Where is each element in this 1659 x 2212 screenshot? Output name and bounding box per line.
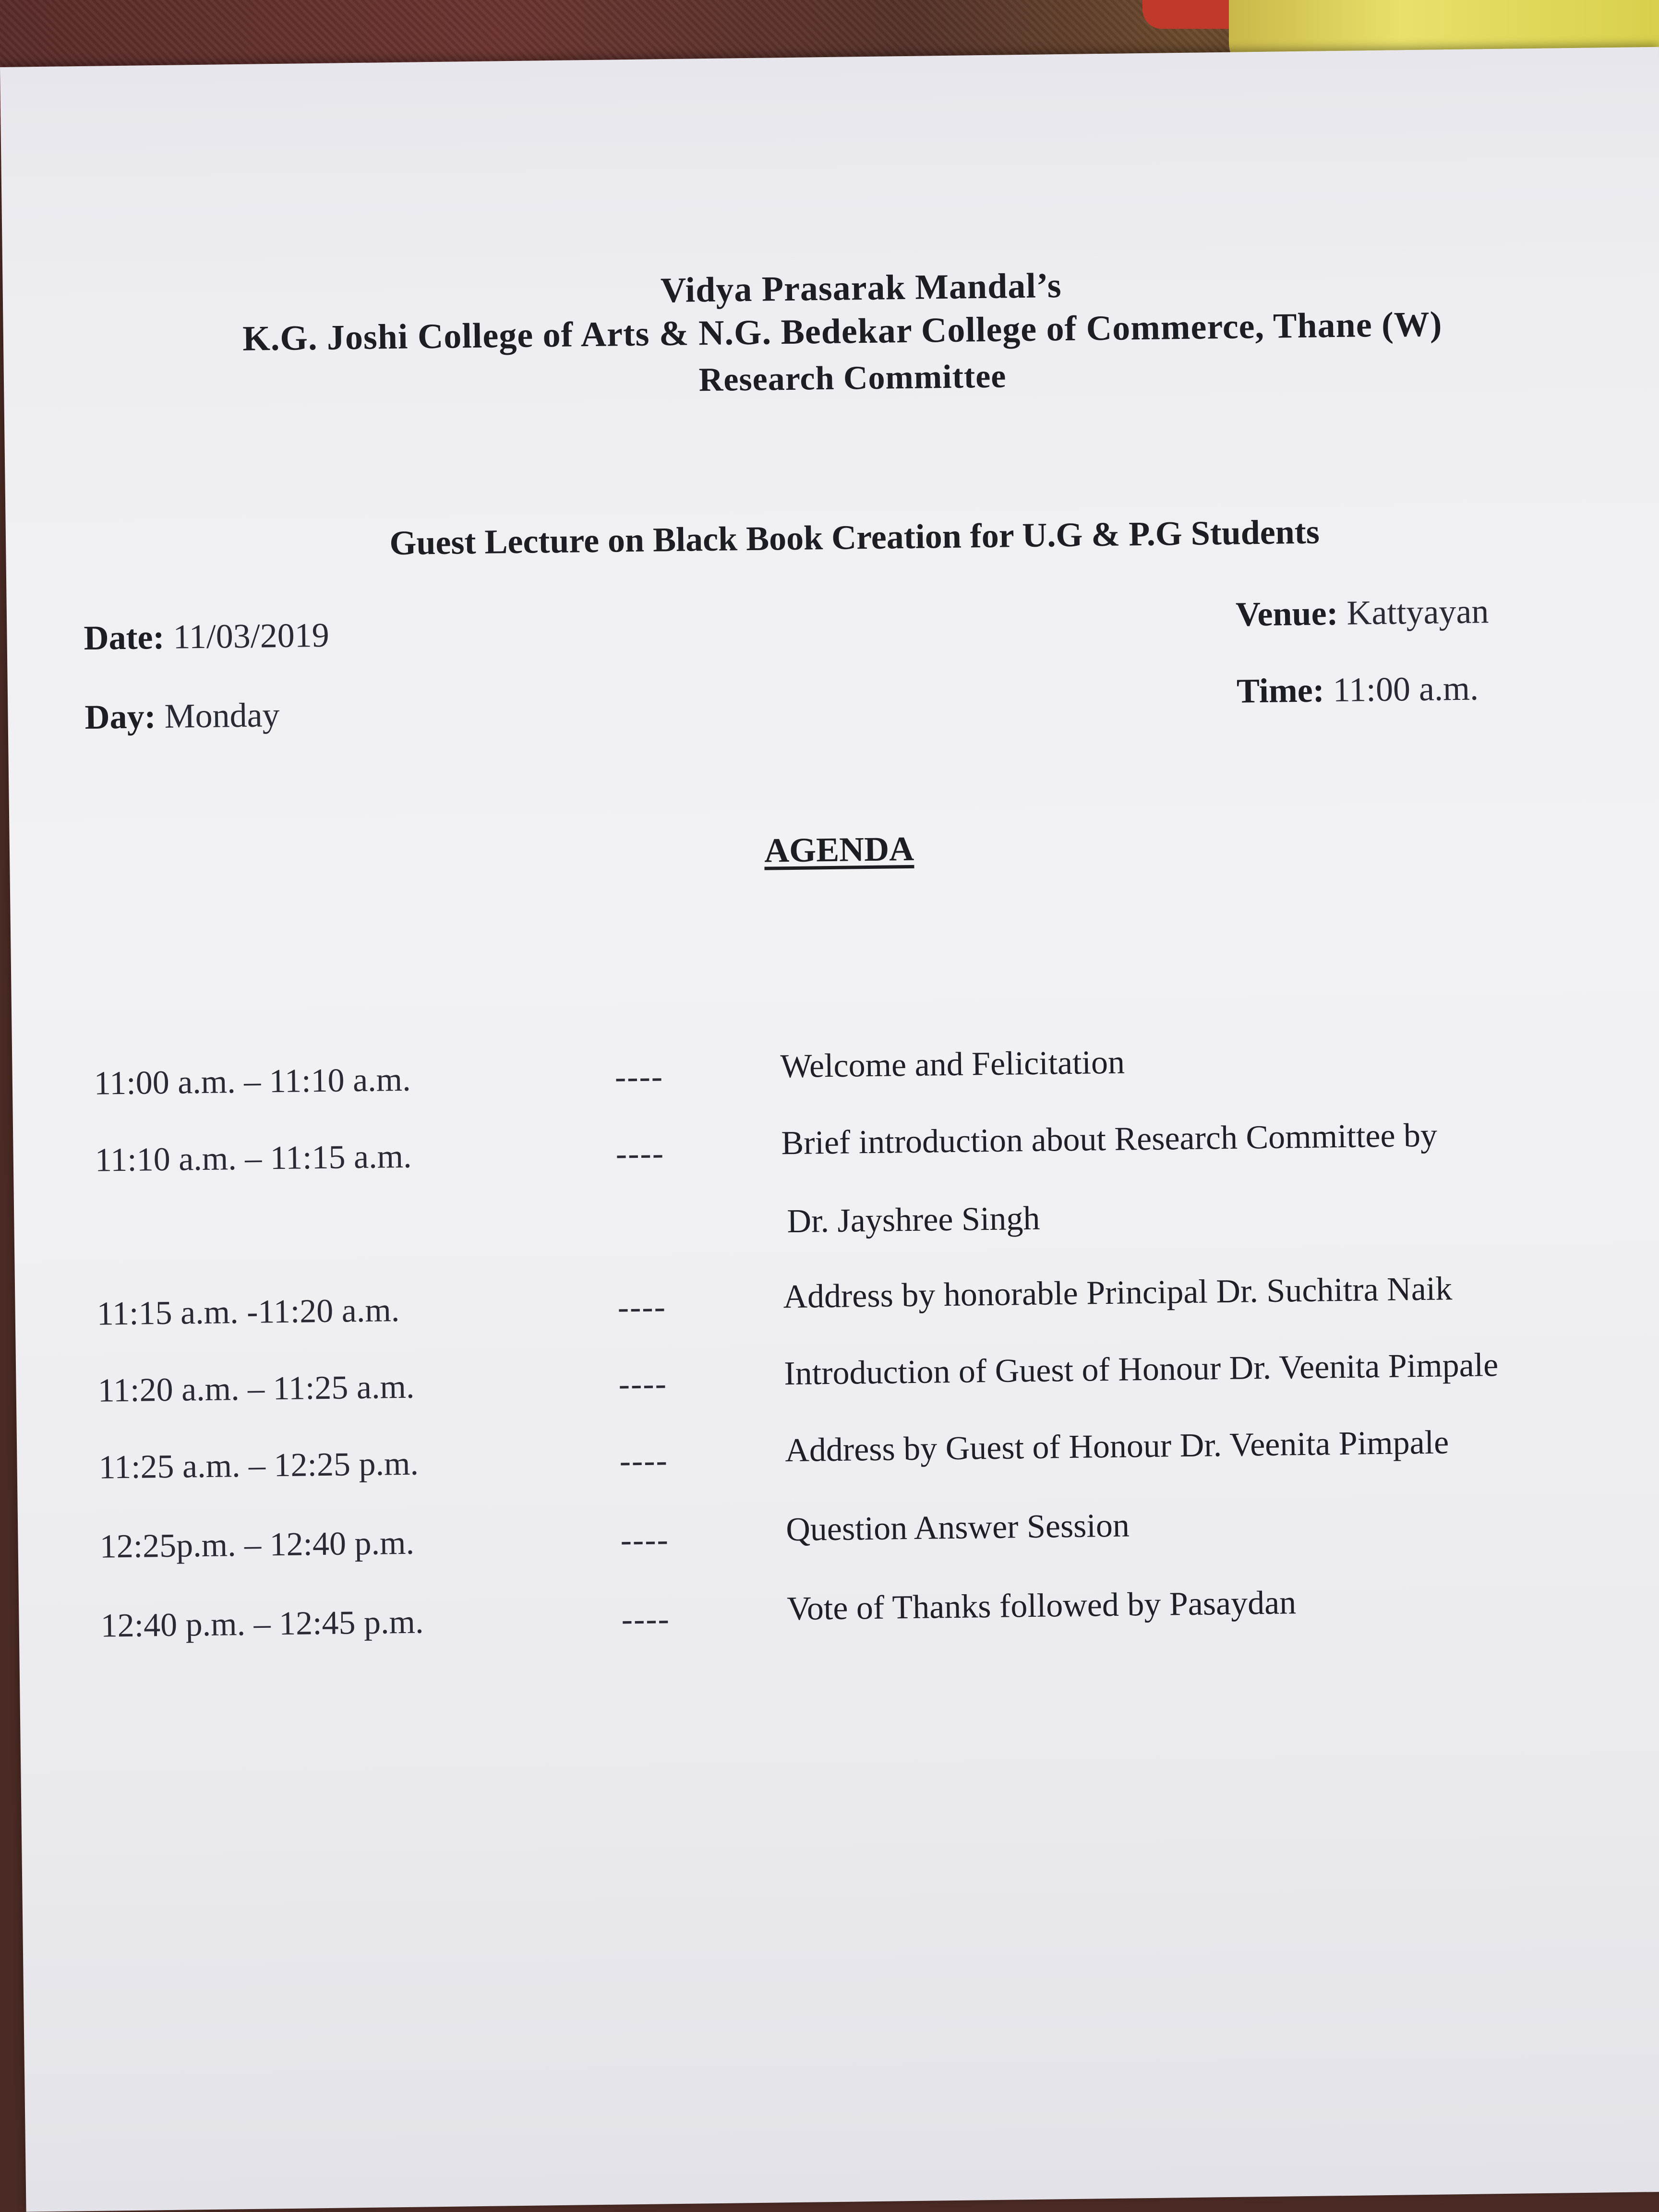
venue-value: Kattyayan: [1346, 592, 1489, 632]
agenda-heading: AGENDA: [764, 829, 914, 870]
agenda-time: 12:40 p.m. – 12:45 p.m.: [100, 1603, 424, 1645]
agenda-row: [96, 1270, 1633, 1353]
agenda-row: [98, 1424, 1635, 1506]
event-time: [1237, 668, 1479, 711]
agenda-time: 11:20 a.m. – 11:25 a.m.: [97, 1368, 415, 1409]
agenda-separator: ----: [620, 1521, 670, 1559]
event-day: [84, 695, 280, 737]
agenda-item: Address by honorable Principal Dr. Suchitra Naik: [782, 1270, 1453, 1316]
date-label: Date:: [84, 617, 165, 657]
agenda-row: [94, 1046, 1630, 1122]
day-value: Monday: [164, 695, 280, 735]
agenda-time: 11:10 a.m. – 11:15 a.m.: [95, 1138, 412, 1179]
event-title: Guest Lecture on Black Book Creation for U.G & P.G Students: [389, 512, 1320, 563]
time-value: 11:00 a.m.: [1333, 669, 1479, 709]
agenda-separator: ----: [614, 1058, 664, 1096]
agenda-separator: ----: [617, 1288, 667, 1326]
agenda-item: Address by Guest of Honour Dr. Veenita Pimpale: [784, 1424, 1449, 1469]
agenda-item-continuation: Dr. Jayshree Singh: [787, 1200, 1040, 1240]
agenda-item: Question Answer Session: [785, 1507, 1130, 1549]
agenda-item: Vote of Thanks followed by Pasaydan: [786, 1584, 1297, 1628]
event-date: [84, 615, 329, 658]
agenda-item: Introduction of Guest of Honour Dr. Veenita Pimpale: [783, 1346, 1499, 1393]
committee-name: Research Committee: [698, 358, 1007, 399]
day-label: Day:: [84, 697, 156, 736]
date-value: 11/03/2019: [172, 615, 330, 656]
agenda-item: Brief introduction about Research Committee by: [781, 1117, 1438, 1162]
agenda-row: [95, 1117, 1631, 1199]
agenda-time: 11:25 a.m. – 12:25 p.m.: [98, 1445, 419, 1486]
college-name: K.G. Joshi College of Arts & N.G. Bedekar College of Commerce, Thane (W): [242, 304, 1443, 359]
agenda-separator: ----: [615, 1135, 665, 1173]
venue-label: Venue:: [1235, 594, 1338, 634]
agenda-separator: ----: [619, 1442, 669, 1480]
agenda-time: 12:25p.m. – 12:40 p.m.: [99, 1524, 415, 1565]
agenda-row: [100, 1584, 1637, 1665]
paper-sheet: [0, 47, 1659, 2212]
time-label: Time:: [1236, 671, 1325, 710]
event-venue: [1236, 591, 1489, 634]
agenda-time: 11:00 a.m. – 11:10 a.m.: [94, 1061, 411, 1102]
agenda-separator: ----: [618, 1365, 668, 1403]
agenda-row: [97, 1346, 1634, 1430]
agenda-item: Welcome and Felicitation: [780, 1044, 1125, 1085]
agenda-row: [99, 1509, 1636, 1586]
institution-name: Vidya Prasarak Mandal’s: [660, 266, 1062, 311]
agenda-separator: ----: [621, 1600, 671, 1638]
agenda-time: 11:15 a.m. -11:20 a.m.: [96, 1292, 400, 1333]
